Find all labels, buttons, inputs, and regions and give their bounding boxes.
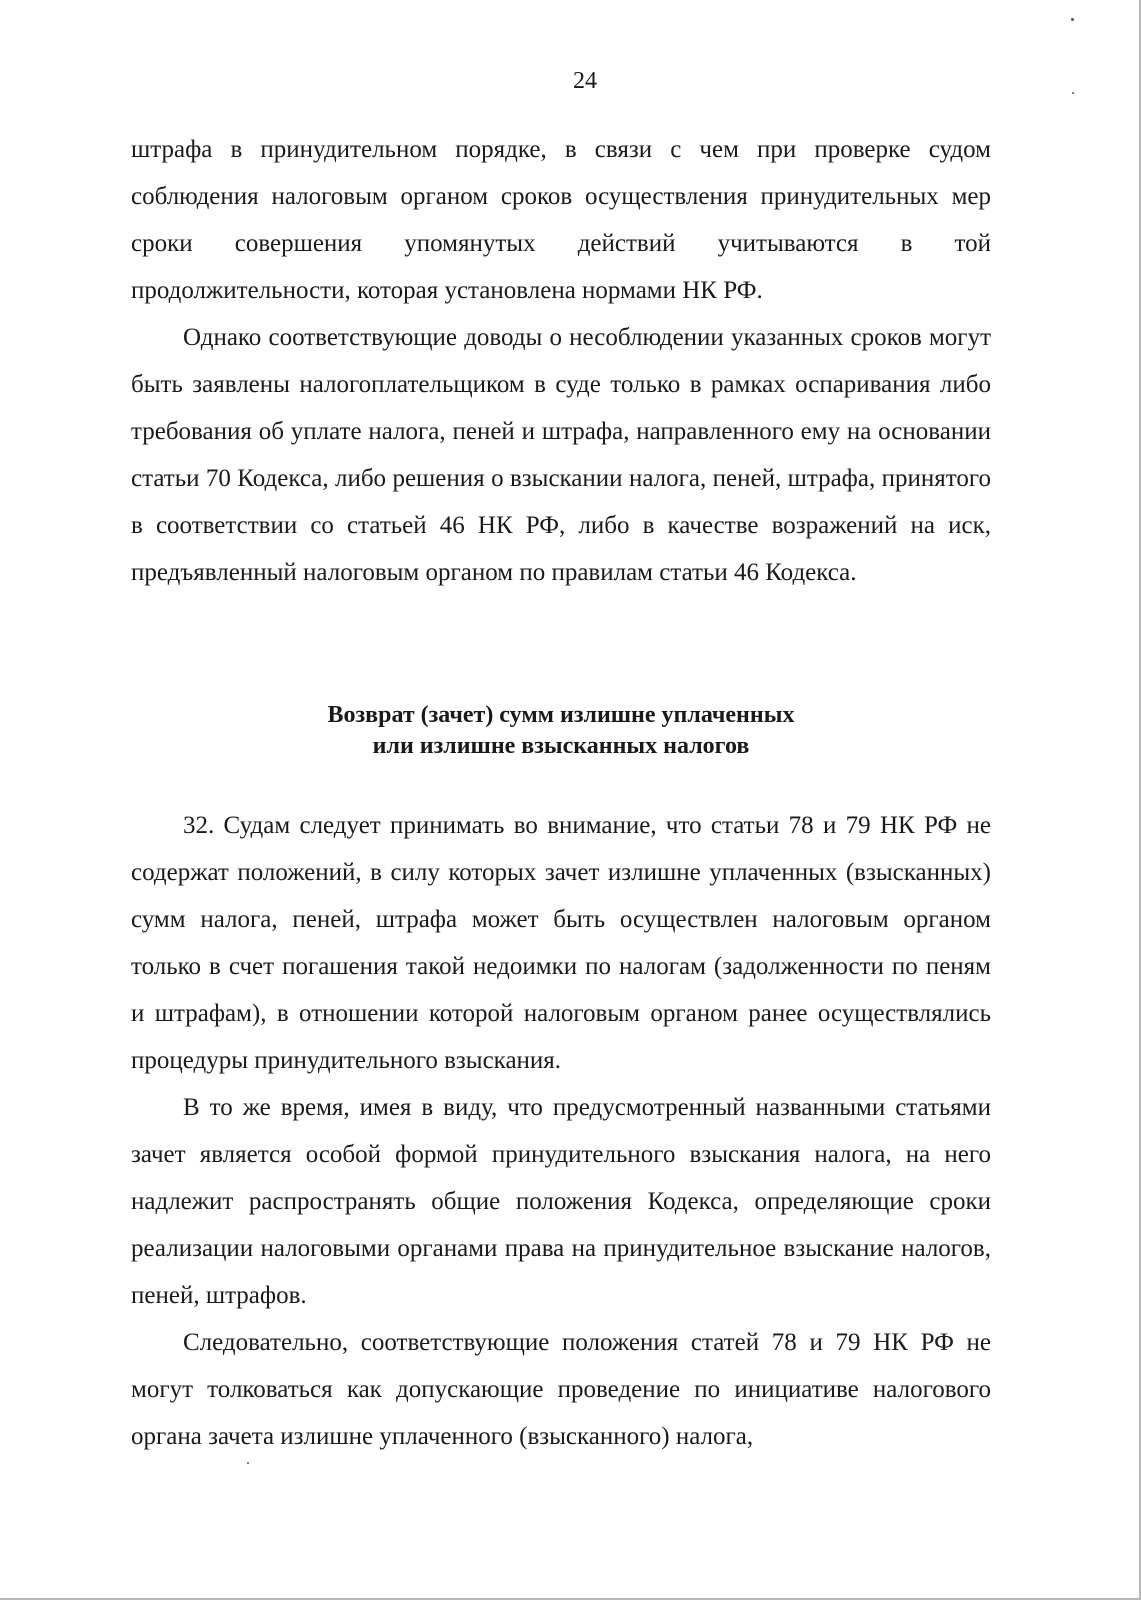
body-text-top xyxy=(131,126,991,596)
paragraph-consequently: Следовательно, соответствующие положения статей 78 и 79 НК РФ не могут толковаться как допускающие проведение по инициативе налогового органа зачета излишне уплаченного (взысканного) налога, xyxy=(131,1329,991,1450)
scan-speck xyxy=(1071,18,1074,21)
section-heading-line-2: или излишне взысканных налогов xyxy=(372,733,750,759)
body-text-bottom xyxy=(131,802,991,1460)
page-number: 24 xyxy=(573,68,597,94)
paragraph-item-32: 32. Судам следует принимать во внимание, что статьи 78 и 79 НК РФ не содержат положений, в силу которых зачет излишне уплаченных (взысканных) сумм налога, пеней, штрафа может быть осуществлен налоговым органом только в счет погашения такой недоимки по налогам (задолженности по пеням и штрафам), в отношении которой налоговым органом ранее осуществлялись процедуры принудительного взыскания. xyxy=(131,812,991,1074)
scan-speck xyxy=(247,1462,249,1464)
section-heading xyxy=(131,700,991,762)
paragraph-continuation: штрафа в принудительном порядке, в связи с чем при проверке судом соблюдения налоговым органом сроков осуществления принудительных мер сроки совершения упомянутых действий учитываются в той продолжительности, которая установлена нормами НК РФ. xyxy=(131,136,991,304)
section-heading-line-1: Возврат (зачет) сумм излишне уплаченных xyxy=(327,702,795,728)
paragraph-offset-form: В то же время, имея в виду, что предусмотренный названными статьями зачет является особой формой принудительного взыскания налога, на него надлежит распространять общие положения Кодекса, определяющие сроки реализации налоговыми органами права на принудительное взыскание налогов, пеней, штрафов. xyxy=(131,1094,991,1309)
paragraph-objections: Однако соответствующие доводы о несоблюдении указанных сроков могут быть заявлены налогоплательщиком в суде только в рамках оспаривания либо требования об уплате налога, пеней и штрафа, направленного ему на основании статьи 70 Кодекса, либо решения о взыскании налога, пеней, штрафа, принятого в соответствии со статьей 46 НК РФ, либо в качестве возражений на иск, предъявленный налоговым органом по правилам статьи 46 Кодекса. xyxy=(131,324,991,586)
